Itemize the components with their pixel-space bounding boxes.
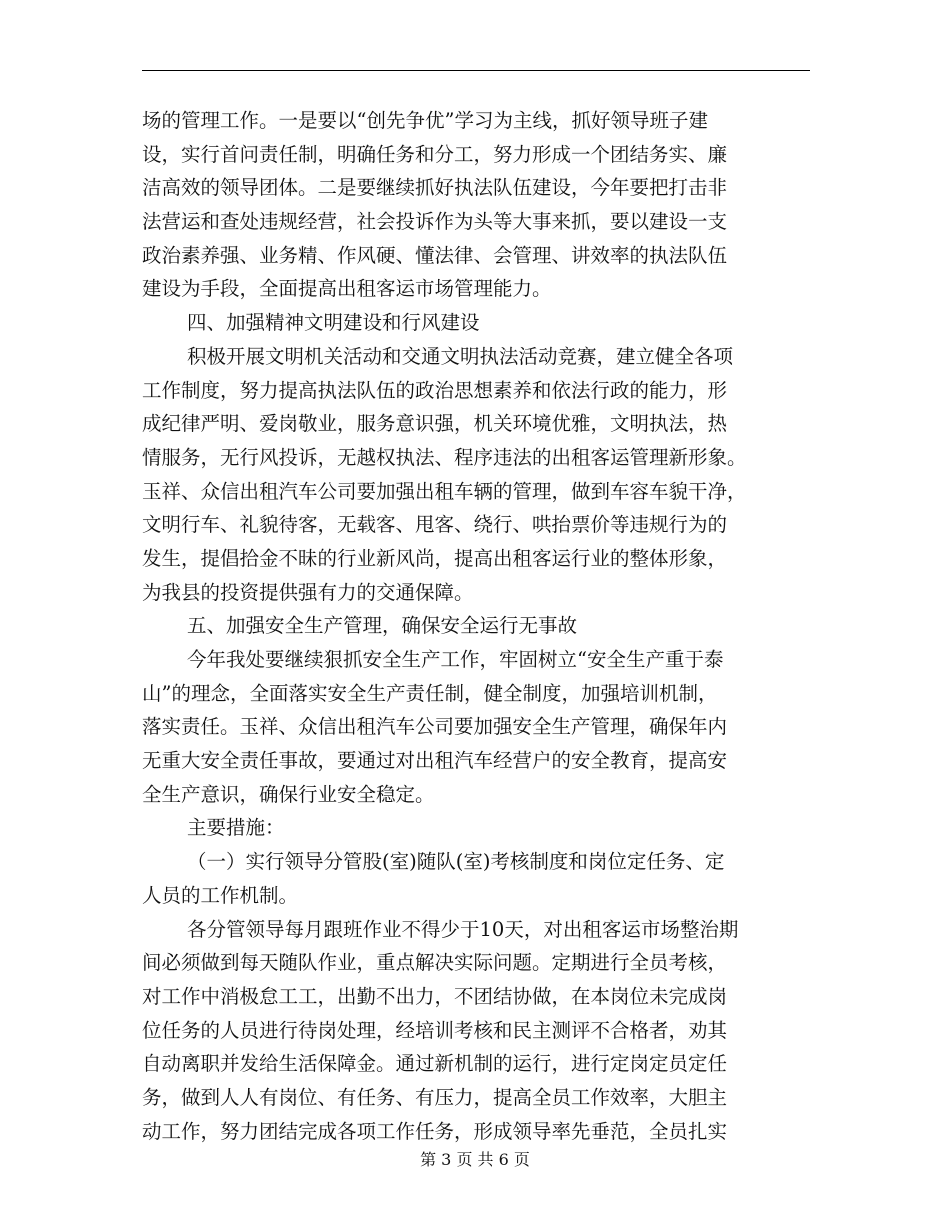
- text-line: 设，实行首问责任制，明确任务和分工，努力形成一个团结务实、廉: [142, 142, 728, 166]
- text-line: 四、加强精神文明建设和行风建设: [187, 311, 480, 335]
- text-line: 积极开展文明机关活动和交通文明执法活动竞赛，建立健全各项: [187, 344, 734, 368]
- text-line: （一）实行领导分管股(室)随队(室)考核制度和岗位定任务、定: [187, 850, 725, 874]
- text-line: 政治素养强、业务精、作风硬、懂法律、会管理、讲效率的执法队伍: [142, 243, 728, 267]
- text-line: 场的管理工作。一是要以“创先争优”学习为主线，抓好领导班子建: [142, 109, 708, 132]
- text-line: 自动离职并发给生活保障金。通过新机制的运行，进行定岗定员定任: [142, 1052, 728, 1076]
- text-line: 位任务的人员进行待岗处理，经培训考核和民主测评不合格者，劝其: [142, 1018, 728, 1042]
- text-line: 对工作中消极怠工工，出勤不出力，不团结协做，在本岗位未完成岗: [142, 984, 728, 1008]
- text-line: 工作制度，努力提高执法队伍的政治思想素养和依法行政的能力，形: [142, 378, 728, 402]
- text-line: 务，做到人人有岗位、有任务、有压力，提高全员工作效率，大胆主: [142, 1085, 728, 1109]
- text-line: 五、加强安全生产管理，确保安全运行无事故: [187, 614, 578, 638]
- text-line: 法营运和查处违规经营，社会投诉作为头等大事来抓，要以建设一支: [142, 210, 728, 234]
- text-line: 成纪律严明、爱岗敬业，服务意识强，机关环境优雅，文明执法，热: [142, 412, 728, 436]
- page-footer: 第 3 页 共 6 页: [420, 1150, 530, 1169]
- text-line: 洁高效的领导团体。二是要继续抓好执法队伍建设，今年要把打击非: [142, 176, 728, 200]
- header-rule: [142, 70, 810, 71]
- text-line: 为我县的投资提供强有力的交通保障。: [142, 580, 474, 604]
- text-line: 发生，提倡拾金不昧的行业新风尚，提高出租客运行业的整体形象，: [142, 546, 728, 570]
- text-line: 建设为手段，全面提高出租客运市场管理能力。: [142, 277, 552, 301]
- text-line: 今年我处要继续狠抓安全生产工作，牢固树立“安全生产重于泰: [187, 648, 724, 671]
- text-line: 玉祥、众信出租汽车公司要加强出租车辆的管理，做到车容车貌干净，: [142, 479, 747, 503]
- document-body: [142, 104, 810, 1148]
- text-line: 无重大安全责任事故，要通过对出租汽车经营户的安全教育，提高安: [142, 749, 728, 773]
- text-line: 全生产意识，确保行业安全稳定。: [142, 782, 435, 806]
- text-line: 各分管领导每月跟班作业不得少于10天，对出租客运市场整治期: [187, 917, 739, 941]
- text-line: 间必须做到每天随队作业，重点解决实际问题。定期进行全员考核，: [142, 951, 728, 975]
- text-line: 情服务，无行风投诉，无越权执法、程序违法的出租客运管理新形象。: [142, 445, 747, 469]
- text-line: 动工作，努力团结完成各项工作任务，形成领导率先垂范，全员扎实: [142, 1119, 728, 1143]
- text-line: 山”的理念，全面落实安全生产责任制，健全制度，加强培训机制，: [142, 681, 718, 705]
- text-line: 文明行车、礼貌待客，无载客、甩客、绕行、哄抬票价等违规行为的: [142, 513, 728, 537]
- text-line: 落实责任。玉祥、众信出租汽车公司要加强安全生产管理，确保年内: [142, 715, 728, 739]
- text-line: 主要措施：: [187, 816, 285, 840]
- text-line: 人员的工作机制。: [142, 883, 299, 907]
